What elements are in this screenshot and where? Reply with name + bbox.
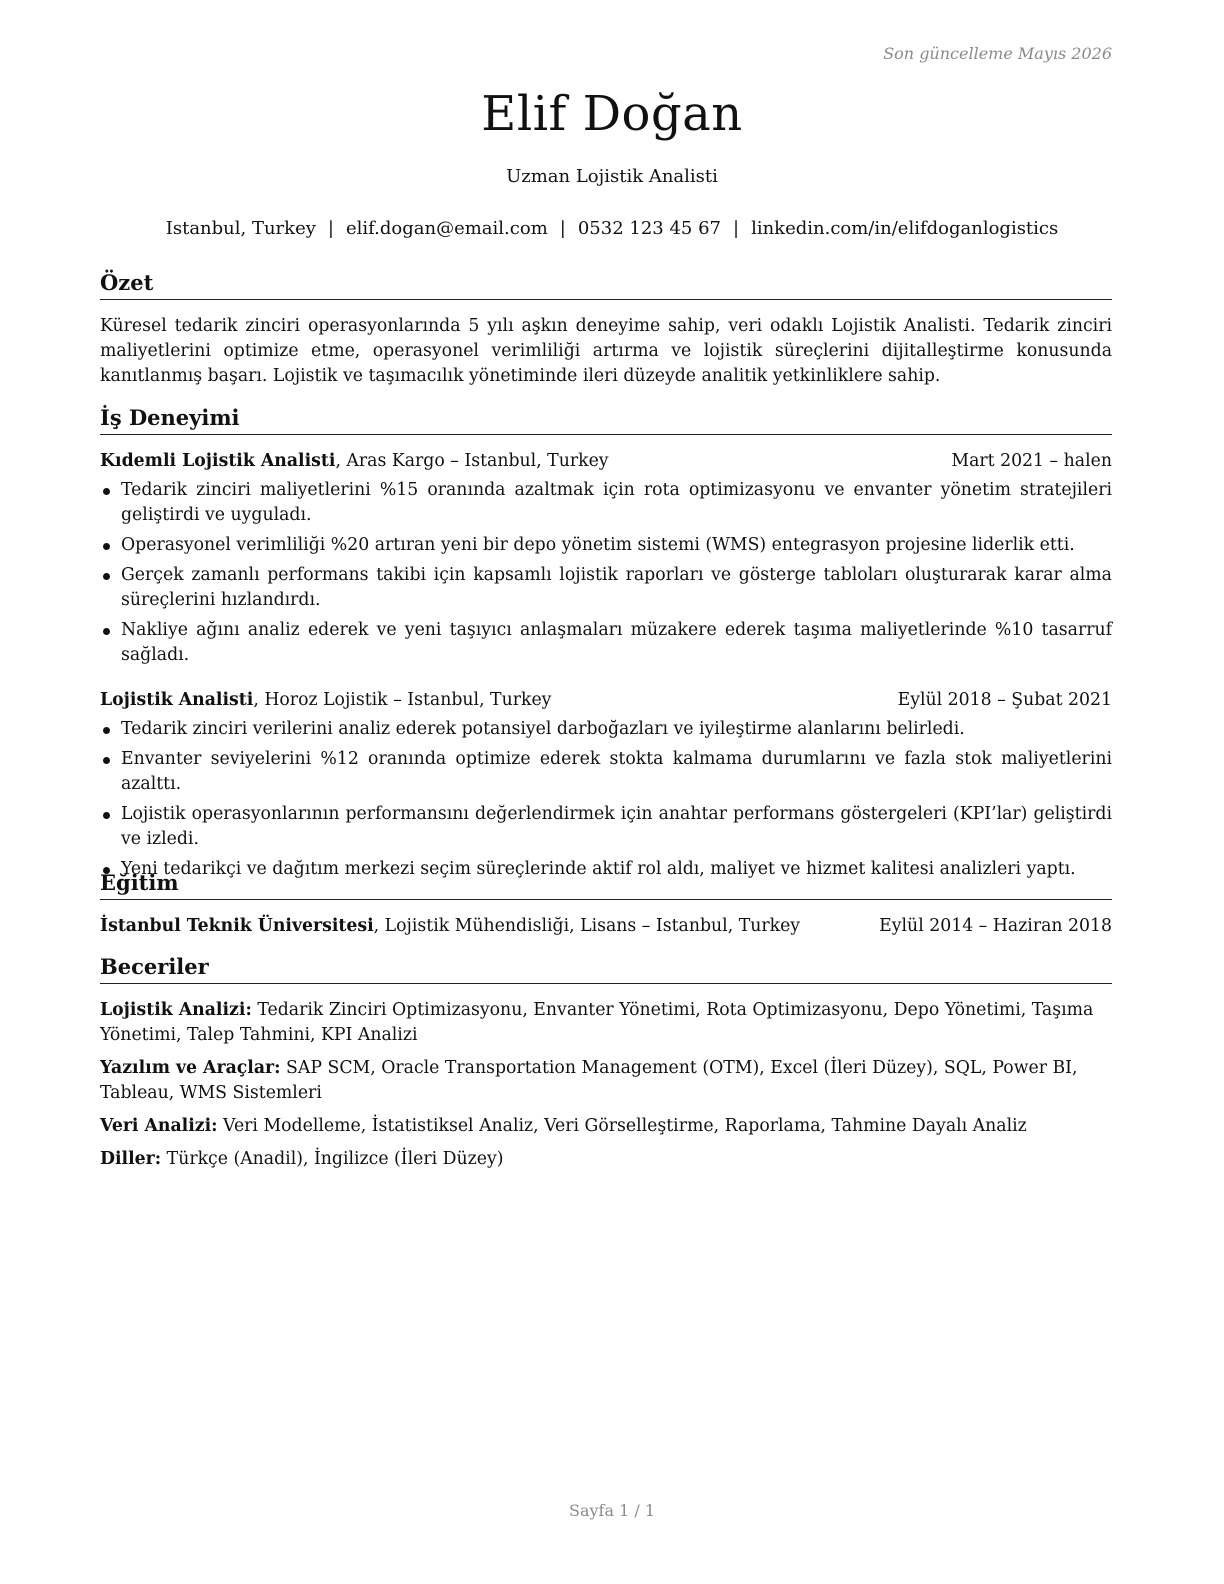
- bullet-item: Nakliye ağını analiz ederek ve yeni taşıyıcı anlaşmaları müzakere ederek taşıma maliyetlerinde %10 tasarruf sağladı.: [100, 618, 1112, 668]
- job-entry: [100, 449, 1112, 668]
- job-header: [100, 449, 1112, 474]
- education-dates: Eylül 2014 – Haziran 2018: [879, 916, 1112, 936]
- bullet-icon: [103, 757, 110, 764]
- job-bullets: [100, 478, 1112, 668]
- contact-separator: |: [327, 218, 334, 239]
- experience-section: [100, 405, 1112, 887]
- candidate-name: Elif Doğan: [481, 86, 743, 142]
- contact-line: [0, 218, 1224, 239]
- job-title-line: [100, 688, 551, 713]
- skill-label: Veri Analizi:: [100, 1116, 218, 1136]
- summary-text: Küresel tedarik zinciri operasyonlarında 5 yılı aşkın deneyime sahip, veri odaklı Lojistik Analisti. Tedarik zinciri maliyetlerini optimize etme, operasyonel verimliliği artırma ve lojistik süreçlerini dijitalleştirme konusunda kanıtlanmış başarı. Lojistik ve taşımacılık yönetiminde ileri düzeyde analitik yetkinliklere sahip.: [100, 316, 1112, 386]
- skill-value: Tedarik Zinciri Optimizasyonu, Envanter Yönetimi, Rota Optimizasyonu, Depo Yönetimi, Taşıma Yönetimi, Talep Tahmini, KPI Analizi: [100, 1000, 1094, 1045]
- contact-email[interactable]: elif.dogan@email.com: [345, 218, 548, 239]
- job-dates: Mart 2021 – halen: [951, 451, 1112, 471]
- bullet-item: Yeni tedarikçi ve dağıtım merkezi seçim süreçlerinde aktif rol aldı, maliyet ve hizmet kalitesi analizleri yaptı.: [100, 857, 1112, 882]
- contact-separator: |: [732, 218, 740, 239]
- last-updated: Son güncelleme Mayıs 2026: [883, 44, 1112, 63]
- summary-title: Özet: [100, 270, 1112, 300]
- bullet-icon: [103, 488, 110, 495]
- skill-line: [100, 1114, 1112, 1139]
- page-number: Sayfa 1 / 1: [568, 1501, 655, 1520]
- experience-title: İş Deneyimi: [100, 405, 1112, 435]
- skill-value: SAP SCM, Oracle Transportation Management (OTM), Excel (İleri Düzey), SQL, Power BI, Tableau, WMS Sistemleri: [100, 1058, 1078, 1103]
- job-bullets: [100, 717, 1112, 882]
- education-details: , Lojistik Mühendisliği, Lisans – Istanbul, Turkey: [373, 916, 801, 936]
- bullet-item: Lojistik operasyonlarının performansını değerlendirmek için anahtar performans göstergeleri (KPI’lar) geliştirdi ve izledi.: [100, 802, 1112, 852]
- job-company: , Aras Kargo – Istanbul, Turkey: [335, 451, 609, 471]
- bullet-item: Gerçek zamanlı performans takibi için kapsamlı lojistik raporları ve gösterge tabloları oluşturarak karar alma süreçlerini hızlandırdı.: [100, 563, 1112, 613]
- bullet-item: Envanter seviyelerini %12 oranında optimize ederek stokta kalmama durumlarını ve fazla stok maliyetlerini azalttı.: [100, 747, 1112, 797]
- education-school: İstanbul Teknik Üniversitesi: [100, 916, 374, 936]
- bullet-item: Operasyonel verimliliği %20 artıran yeni bir depo yönetim sistemi (WMS) entegrasyon projesine liderlik etti.: [100, 533, 1112, 558]
- job-header: [100, 688, 1112, 713]
- bullet-item: Tedarik zinciri maliyetlerini %15 oranında azaltmak için rota optimizasyonu ve envanter yönetim stratejileri geliştirdi ve uyguladı.: [100, 478, 1112, 528]
- bullet-icon: [103, 573, 110, 580]
- skill-value: Türkçe (Anadil), İngilizce (İleri Düzey): [161, 1149, 504, 1169]
- bullet-icon: [103, 727, 110, 734]
- bullet-icon: [103, 628, 110, 635]
- skill-line: [100, 998, 1112, 1048]
- education-title: Eğitim: [100, 870, 1112, 900]
- headline: Uzman Lojistik Analisti: [506, 166, 718, 187]
- bullet-icon: [103, 812, 110, 819]
- job-dates: Eylül 2018 – Şubat 2021: [897, 690, 1112, 710]
- contact-phone: 0532 123 45 67: [577, 218, 721, 239]
- skills-title: Beceriler: [100, 954, 1112, 984]
- education-entry: [100, 914, 1112, 939]
- skill-label: Yazılım ve Araçlar:: [100, 1058, 281, 1078]
- education-section: [100, 870, 1112, 939]
- skill-line: [100, 1056, 1112, 1106]
- skill-label: Lojistik Analizi:: [100, 1000, 252, 1020]
- job-title-line: [100, 449, 609, 474]
- bullet-icon: [103, 543, 110, 550]
- skills-section: [100, 954, 1112, 1172]
- skill-value: Veri Modelleme, İstatistiksel Analiz, Veri Görselleştirme, Raporlama, Tahmine Dayalı Analiz: [217, 1116, 1027, 1136]
- job-entry: [100, 688, 1112, 882]
- contact-linkedin[interactable]: linkedin.com/in/elifdoganlogistics: [751, 218, 1059, 239]
- contact-separator: |: [559, 218, 566, 239]
- education-title-line: [100, 914, 800, 939]
- skill-line: [100, 1147, 1112, 1172]
- bullet-item: Tedarik zinciri verilerini analiz ederek potansiyel darboğazları ve iyileştirme alanlarını belirledi.: [100, 717, 1112, 742]
- job-role: Kıdemli Lojistik Analisti: [100, 451, 336, 471]
- job-company: , Horoz Lojistik – Istanbul, Turkey: [253, 690, 552, 710]
- contact-location: Istanbul, Turkey: [165, 218, 316, 239]
- job-role: Lojistik Analisti: [100, 690, 254, 710]
- summary-section: [100, 270, 1112, 389]
- skill-label: Diller:: [100, 1149, 162, 1169]
